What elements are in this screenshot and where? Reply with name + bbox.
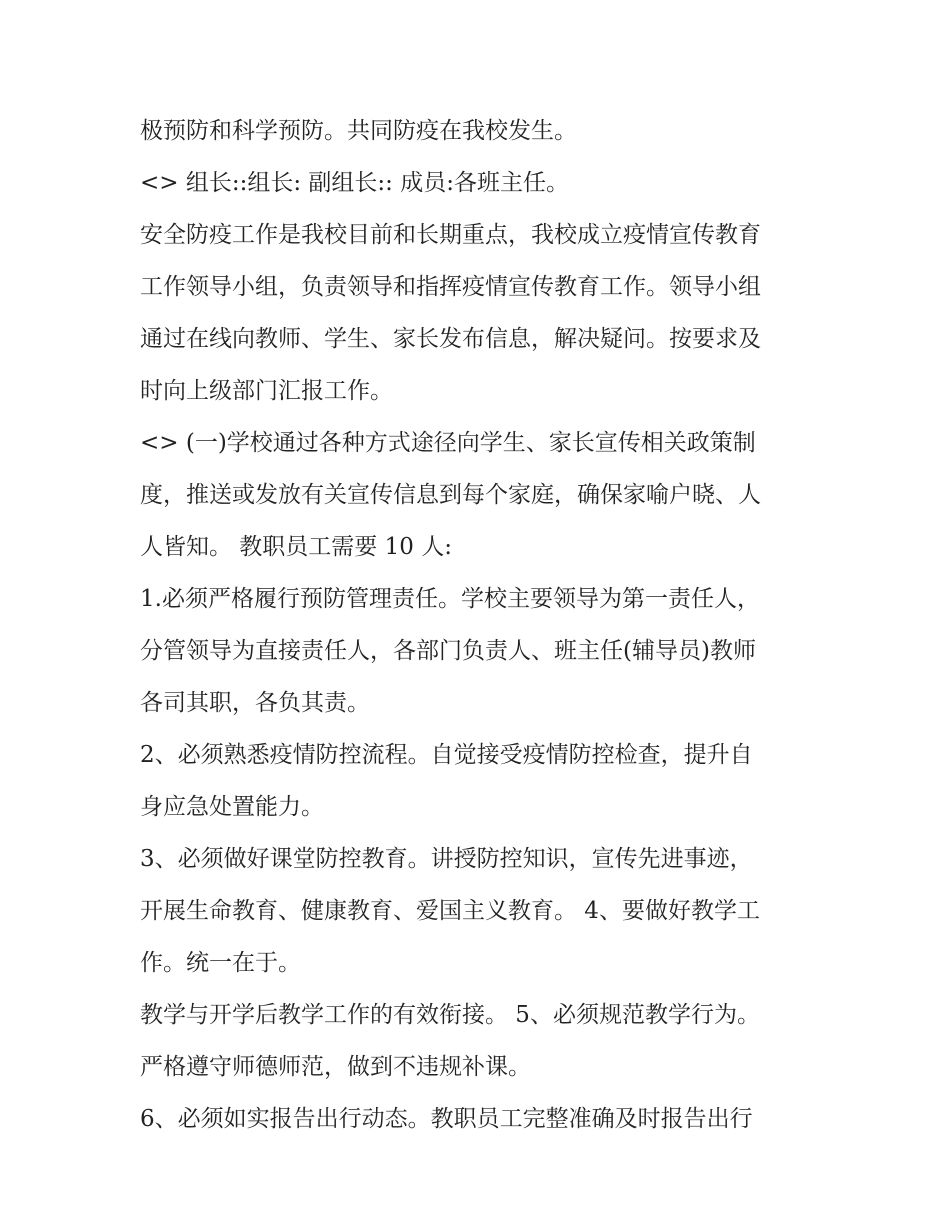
text-line: 6、必须如实报告出行动态。教职员工完整准确及时报告出行 [140, 1106, 753, 1132]
text-line: 身应急处置能力。 [140, 794, 324, 820]
text-line: <> 组长::组长: 副组长:: 成员:各班主任。 [140, 170, 569, 196]
text-line: 作。统一在于。 [140, 950, 301, 976]
text-line: 分管领导为直接责任人，各部门负责人、班主任(辅导员)教师 [140, 638, 756, 664]
text-line: 开展生命教育、健康教育、爱国主义教育。 4、要做好教学工 [140, 898, 760, 924]
text-line: 度，推送或发放有关宣传信息到每个家庭，确保家喻户晓、人 [140, 482, 761, 508]
text-line: 2、必须熟悉疫情防控流程。自觉接受疫情防控检查，提升自 [140, 742, 753, 768]
text-line: <> (一)学校通过各种方式途径向学生、家长宣传相关政策制 [140, 430, 756, 456]
text-line: 时向上级部门汇报工作。 [140, 378, 393, 404]
text-line: 工作领导小组，负责领导和指挥疫情宣传教育工作。领导小组 [140, 274, 761, 300]
text-line: 通过在线向教师、学生、家长发布信息，解决疑问。按要求及 [140, 326, 761, 352]
text-line: 人皆知。 教职员工需要 10 人: [140, 534, 452, 560]
text-line: 极预防和科学预防。共同防疫在我校发生。 [140, 118, 577, 144]
document-body [140, 105, 820, 1145]
text-line: 各司其职，各负其责。 [140, 690, 370, 716]
text-line: 3、必须做好课堂防控教育。讲授防控知识，宣传先进事迹， [140, 846, 753, 872]
text-line: 1.必须严格履行预防管理责任。学校主要领导为第一责任人， [140, 586, 760, 612]
text-line: 严格遵守师德师范，做到不违规补课。 [140, 1054, 531, 1080]
text-line: 教学与开学后教学工作的有效衔接。 5、必须规范教学行为。 [140, 1002, 760, 1028]
text-line: 安全防疫工作是我校目前和长期重点，我校成立疫情宣传教育 [140, 222, 761, 248]
